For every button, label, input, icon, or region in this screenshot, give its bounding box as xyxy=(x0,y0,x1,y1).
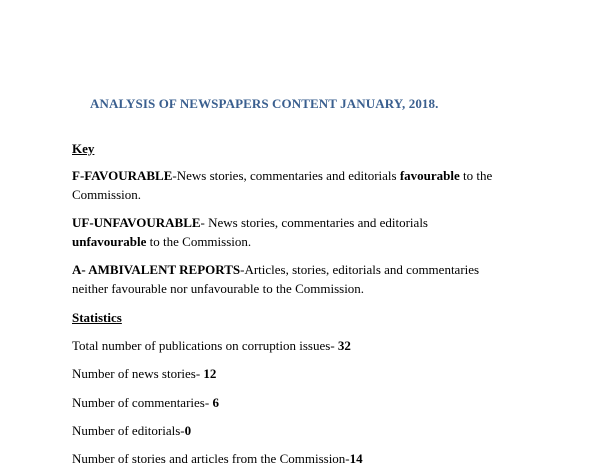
unfavourable-bold: unfavourable xyxy=(72,234,147,249)
stat-label: Total number of publications on corruption issues- xyxy=(72,338,338,353)
stat-label: Number of stories and articles from the Commission- xyxy=(72,451,350,466)
stat-label: Number of commentaries- xyxy=(72,395,213,410)
ambivalent-text: -Articles, stories, editorials and commentaries neither favourable nor unfavourable to the Commission. xyxy=(72,262,480,296)
key-unfavourable xyxy=(72,213,472,251)
favourable-text-2: to the Commission. xyxy=(72,168,493,202)
unfavourable-text-1: - News stories, commentaries and editorials xyxy=(200,215,428,230)
stat-value: 14 xyxy=(349,451,363,466)
unfavourable-term: UF-UNFAVOURABLE xyxy=(72,215,201,230)
document-title: ANALYSIS OF NEWSPAPERS CONTENT JANUARY, 2018. xyxy=(90,96,439,111)
stat-label: Number of editorials- xyxy=(72,423,185,438)
key-favourable xyxy=(72,166,534,204)
statistics-heading: Statistics xyxy=(72,310,122,325)
stat-value: 32 xyxy=(337,338,351,353)
stat-value: 12 xyxy=(203,366,217,381)
key-ambivalent xyxy=(72,260,517,298)
key-heading: Key xyxy=(72,141,95,156)
stat-line xyxy=(72,393,542,412)
favourable-term: F-FAVOURABLE xyxy=(72,168,173,183)
stat-line xyxy=(72,336,542,355)
stat-line xyxy=(72,364,542,383)
favourable-bold: favourable xyxy=(399,168,460,183)
stat-value: 6 xyxy=(212,395,219,410)
stat-value: 0 xyxy=(184,423,192,438)
unfavourable-text-2: to the Commission. xyxy=(146,234,252,249)
stat-label: Number of news stories- xyxy=(72,366,204,381)
favourable-text-1: -News stories, commentaries and editorials xyxy=(172,168,400,183)
stat-line xyxy=(72,421,542,440)
ambivalent-term: A- AMBIVALENT REPORTS xyxy=(72,262,241,277)
